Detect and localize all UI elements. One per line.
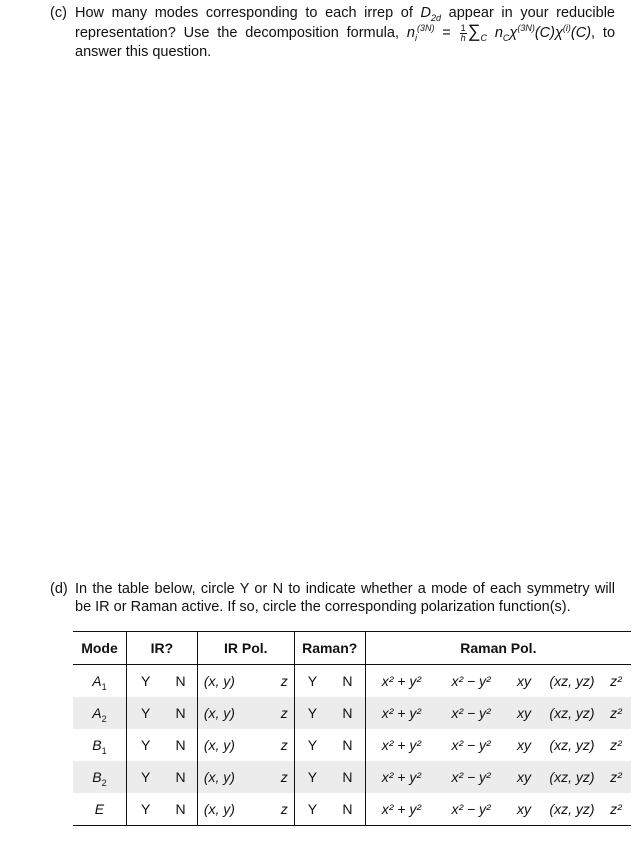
- ir-yes-option[interactable]: Y: [126, 729, 164, 761]
- header-ir-pol: IR Pol.: [197, 632, 294, 665]
- raman-pol-xz-yz-option[interactable]: (xz, yz): [549, 737, 595, 753]
- formula-eq: =: [442, 25, 451, 41]
- raman-pol-x2-plus-y2-option[interactable]: x² + y²: [365, 697, 437, 729]
- raman-pol-z2-option[interactable]: z²: [601, 761, 631, 793]
- raman-pol-x2-plus-y2-option[interactable]: x² + y²: [365, 793, 437, 826]
- mode-cell: [73, 697, 126, 729]
- header-raman: Raman?: [294, 632, 365, 665]
- mode-subscript: 2: [101, 713, 107, 724]
- ir-pol-z-option[interactable]: z: [280, 673, 288, 689]
- question-d-label: (d): [50, 581, 68, 597]
- question-c-label: (c): [50, 5, 67, 21]
- activity-table: [73, 631, 631, 826]
- mode-symbol: E: [94, 801, 105, 817]
- formula-arg2: (C): [570, 25, 592, 41]
- ir-no-option[interactable]: N: [175, 801, 186, 817]
- raman-pol-x2-minus-y2-option[interactable]: x² − y²: [451, 737, 491, 753]
- ir-pol-z-option[interactable]: z: [267, 697, 294, 729]
- formula-chi1: χ: [509, 25, 518, 41]
- question-c-text: [75, 4, 615, 61]
- raman-yes-option[interactable]: Y: [294, 761, 330, 793]
- raman-pol-z2-option[interactable]: z²: [610, 673, 622, 689]
- formula-arg1: (C): [534, 25, 555, 41]
- ir-yes-option[interactable]: Y: [126, 697, 164, 729]
- ir-yes-option[interactable]: Y: [126, 793, 164, 826]
- point-group-main: D: [420, 5, 431, 21]
- formula-frac-den: h: [460, 32, 466, 43]
- question-d-text: In the table below, circle Y or N to indicate whether a mode of each symmetry will be IR or Raman active. If so, circle the corresponding polarization function(s).: [75, 581, 615, 615]
- table-row-a1: [73, 665, 631, 698]
- mode-symbol: B: [92, 737, 102, 753]
- mode-symbol: A: [92, 673, 102, 689]
- question-d: [50, 580, 615, 616]
- raman-pol-z2-option[interactable]: z²: [610, 737, 622, 753]
- header-mode: Mode: [73, 632, 126, 665]
- question-c: [50, 4, 615, 61]
- raman-pol-xy-option[interactable]: xy: [517, 737, 532, 753]
- table-row-b1: [73, 729, 631, 761]
- table-header-row: [73, 632, 631, 665]
- ir-pol-xy-option[interactable]: (x, y): [197, 729, 267, 761]
- formula-chi2: χ: [554, 25, 563, 41]
- raman-yes-option[interactable]: Y: [294, 793, 330, 826]
- mode-cell: [73, 665, 126, 698]
- raman-no-option[interactable]: N: [330, 697, 365, 729]
- raman-yes-option[interactable]: Y: [294, 729, 330, 761]
- raman-pol-xy-option[interactable]: xy: [505, 697, 543, 729]
- ir-no-option[interactable]: N: [175, 673, 186, 689]
- raman-pol-z2-option[interactable]: z²: [610, 801, 622, 817]
- raman-pol-xz-yz-option[interactable]: (xz, yz): [543, 697, 601, 729]
- raman-yes-option[interactable]: Y: [294, 697, 330, 729]
- table-row-a2: [73, 697, 631, 729]
- raman-pol-xy-option[interactable]: xy: [517, 673, 532, 689]
- raman-pol-xy-option[interactable]: xy: [517, 801, 532, 817]
- raman-pol-xz-yz-option[interactable]: (xz, yz): [549, 801, 595, 817]
- raman-no-option[interactable]: N: [330, 761, 365, 793]
- formula-sum-sub: C: [480, 32, 487, 43]
- mode-symbol: A: [92, 705, 102, 721]
- point-group-sub: 2d: [431, 12, 442, 23]
- question-c-text-3: , to answer this question.: [75, 25, 616, 60]
- formula-chi2-sup: (i): [562, 23, 571, 34]
- mode-subscript: 2: [101, 777, 107, 788]
- raman-pol-x2-minus-y2-option[interactable]: x² − y²: [451, 673, 491, 689]
- formula-nc: n: [494, 25, 503, 41]
- ir-no-option[interactable]: N: [164, 697, 197, 729]
- formula-nc-sub: C: [502, 32, 510, 43]
- mode-cell: [73, 793, 126, 826]
- ir-pol-xy-option[interactable]: (x, y): [197, 697, 267, 729]
- raman-pol-x2-minus-y2-option[interactable]: x² − y²: [437, 697, 505, 729]
- ir-no-option[interactable]: N: [164, 761, 197, 793]
- formula-n: n: [406, 25, 415, 41]
- mode-subscript: 1: [101, 681, 107, 692]
- formula-fraction: [460, 24, 467, 43]
- formula-n-sub: i: [414, 32, 417, 43]
- raman-pol-x2-minus-y2-option[interactable]: x² − y²: [437, 761, 505, 793]
- raman-pol-x2-plus-y2-option[interactable]: x² + y²: [365, 729, 437, 761]
- raman-no-option[interactable]: N: [342, 737, 353, 753]
- ir-yes-option[interactable]: Y: [126, 761, 164, 793]
- raman-pol-x2-plus-y2-option[interactable]: x² + y²: [365, 761, 437, 793]
- question-c-text-2: appear in your reducible representation? Use the decomposition formula,: [75, 5, 615, 41]
- ir-pol-z-option[interactable]: z: [267, 761, 294, 793]
- raman-pol-x2-minus-y2-option[interactable]: x² − y²: [451, 801, 491, 817]
- decomposition-formula: [406, 21, 592, 43]
- formula-frac-num: 1: [460, 22, 466, 33]
- table-row-e: [73, 793, 631, 826]
- ir-pol-xy-option[interactable]: (x, y): [197, 793, 267, 826]
- ir-pol-z-option[interactable]: z: [280, 801, 288, 817]
- ir-yes-option[interactable]: Y: [126, 665, 164, 698]
- question-c-text-1: How many modes corresponding to each irrep of: [75, 5, 413, 21]
- formula-chi1-sup: (3N): [517, 23, 535, 34]
- raman-pol-xy-option[interactable]: xy: [505, 761, 543, 793]
- raman-no-option[interactable]: N: [342, 801, 353, 817]
- ir-pol-z-option[interactable]: z: [280, 737, 288, 753]
- ir-pol-xy-option[interactable]: (x, y): [197, 665, 267, 698]
- ir-no-option[interactable]: N: [175, 737, 186, 753]
- raman-no-option[interactable]: N: [342, 673, 353, 689]
- mode-cell: [73, 729, 126, 761]
- formula-n-sup: (3N): [416, 23, 435, 34]
- raman-yes-option[interactable]: Y: [294, 665, 330, 698]
- table-row-b2: [73, 761, 631, 793]
- mode-cell: [73, 761, 126, 793]
- mode-symbol: B: [92, 769, 102, 785]
- header-ir: IR?: [126, 632, 197, 665]
- point-group: [421, 5, 442, 21]
- raman-pol-xz-yz-option[interactable]: (xz, yz): [549, 673, 595, 689]
- raman-pol-x2-plus-y2-option[interactable]: x² + y²: [365, 665, 437, 698]
- raman-pol-xz-yz-option[interactable]: (xz, yz): [543, 761, 601, 793]
- raman-pol-z2-option[interactable]: z²: [601, 697, 631, 729]
- mode-subscript: 1: [101, 745, 107, 756]
- formula-sum: ∑: [467, 21, 481, 41]
- ir-pol-xy-option[interactable]: (x, y): [197, 761, 267, 793]
- header-raman-pol: Raman Pol.: [365, 632, 631, 665]
